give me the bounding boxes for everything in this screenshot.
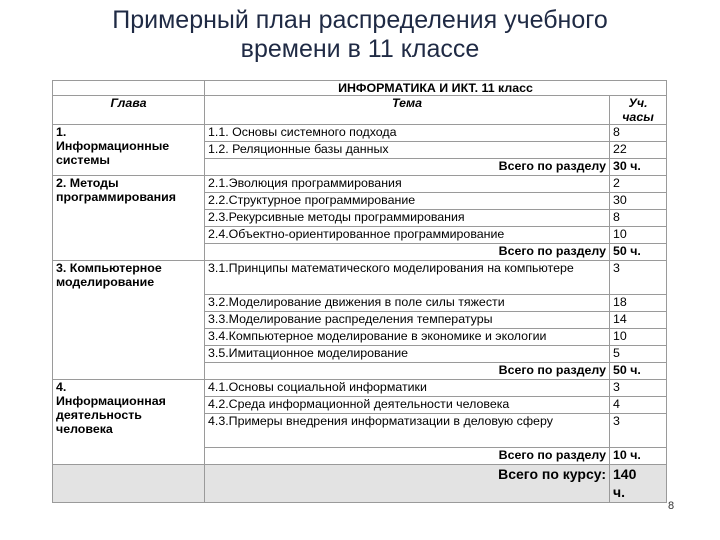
topic-cell: 4.3.Примеры внедрения информатизации в деловую сферу xyxy=(205,414,610,448)
hours-cell: 3 xyxy=(610,414,667,448)
hours-cell: 10 xyxy=(610,329,667,346)
section-total-value: 50 ч. xyxy=(610,363,667,380)
chapter-name-line: 2. Методы xyxy=(56,176,119,190)
chapter-name-line: деятельность xyxy=(56,408,142,422)
caption-spacer xyxy=(53,81,205,96)
header-chapter: Глава xyxy=(53,96,205,125)
chapter-name-line: Информационная xyxy=(56,394,166,408)
chapter-1-name xyxy=(53,125,205,176)
hours-cell: 30 xyxy=(610,193,667,210)
section-total-value: 50 ч. xyxy=(610,244,667,261)
slide-title-line-1: Примерный план распределения учебного xyxy=(112,6,608,34)
topic-cell: 4.1.Основы социальной информатики xyxy=(205,380,610,397)
course-total-label: Всего по курсу: xyxy=(205,465,610,503)
page-number: 8 xyxy=(668,500,675,512)
topic-cell: 2.2.Структурное программирование xyxy=(205,193,610,210)
hours-cell: 22 xyxy=(610,142,667,159)
topic-cell: 2.4.Объектно-ориентированное программирование xyxy=(205,227,610,244)
table-row xyxy=(53,261,667,295)
topic-cell: 2.3.Рекурсивные методы программирования xyxy=(205,210,610,227)
table-row xyxy=(53,125,667,142)
course-total-value xyxy=(610,465,667,503)
chapter-name-line: Информационные xyxy=(56,139,170,153)
section-total-label: Всего по разделу xyxy=(205,363,610,380)
hours-cell: 14 xyxy=(610,312,667,329)
section-total-label: Всего по разделу xyxy=(205,159,610,176)
topic-cell: 1.1. Основы системного подхода xyxy=(205,125,610,142)
course-total-unit: ч. xyxy=(613,484,626,500)
chapter-3-name xyxy=(53,261,205,380)
chapter-name-line: системы xyxy=(56,153,110,167)
topic-cell: 3.5.Имитационное моделирование xyxy=(205,346,610,363)
table-row xyxy=(53,380,667,397)
topic-cell: 4.2.Среда информационной деятельности человека xyxy=(205,397,610,414)
course-total-spacer xyxy=(53,465,205,503)
hours-cell: 5 xyxy=(610,346,667,363)
topic-cell: 3.2.Моделирование движения в поле силы тяжести xyxy=(205,295,610,312)
table-caption: ИНФОРМАТИКА И ИКТ. 11 класс xyxy=(205,81,667,96)
course-total-number: 140 xyxy=(613,466,637,482)
header-row xyxy=(53,96,667,125)
hours-cell: 2 xyxy=(610,176,667,193)
hours-cell: 3 xyxy=(610,380,667,397)
topic-cell: 3.4.Компьютерное моделирование в экономике и экологии xyxy=(205,329,610,346)
section-total-label: Всего по разделу xyxy=(205,244,610,261)
chapter-2-name xyxy=(53,176,205,261)
hours-cell: 3 xyxy=(610,261,667,295)
course-total-row xyxy=(53,465,667,503)
chapter-4-name xyxy=(53,380,205,465)
slide-title xyxy=(0,6,720,64)
hours-cell: 8 xyxy=(610,125,667,142)
chapter-name-line: программирования xyxy=(56,190,177,204)
topic-cell: 3.3.Моделирование распределения температуры xyxy=(205,312,610,329)
header-topic: Тема xyxy=(205,96,610,125)
curriculum-table xyxy=(52,80,667,503)
topic-cell: 2.1.Эволюция программирования xyxy=(205,176,610,193)
hours-cell: 8 xyxy=(610,210,667,227)
header-hours xyxy=(610,96,667,125)
hours-cell: 18 xyxy=(610,295,667,312)
hours-cell: 4 xyxy=(610,397,667,414)
topic-cell: 1.2. Реляционные базы данных xyxy=(205,142,610,159)
chapter-name-line: 1. xyxy=(56,125,67,139)
header-hours-line-2: часы xyxy=(622,110,654,124)
chapter-name-line: моделирование xyxy=(56,275,155,289)
section-total-value: 10 ч. xyxy=(610,448,667,465)
slide-title-line-2: времени в 11 классе xyxy=(240,35,480,63)
header-hours-line-1: Уч. xyxy=(628,96,648,110)
section-total-label: Всего по разделу xyxy=(205,448,610,465)
table-row xyxy=(53,176,667,193)
chapter-name-line: 4. xyxy=(56,380,67,394)
caption-row xyxy=(53,81,667,96)
chapter-name-line: человека xyxy=(56,422,113,436)
chapter-name-line: 3. Компьютерное xyxy=(56,261,162,275)
topic-cell: 3.1.Принципы математического моделирования на компьютере xyxy=(205,261,610,295)
section-total-value: 30 ч. xyxy=(610,159,667,176)
hours-cell: 10 xyxy=(610,227,667,244)
